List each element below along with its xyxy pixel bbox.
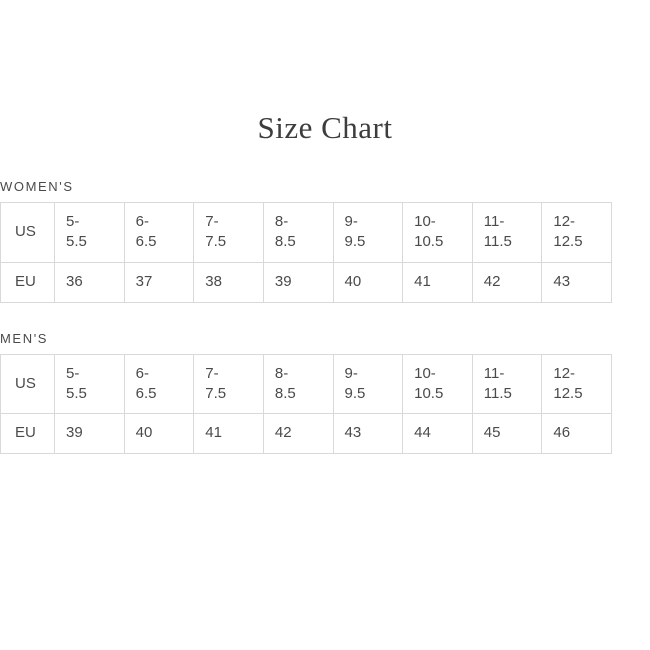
row-header-eu: EU: [1, 262, 55, 302]
section-womens: [0, 179, 650, 303]
cell-eu-1: 36: [55, 262, 125, 302]
cell-us-2: 6- 6.5: [124, 203, 194, 263]
cell-eu-5: 43: [333, 414, 403, 454]
table-row: [1, 262, 612, 302]
cell-eu-5: 40: [333, 262, 403, 302]
cell-eu-6: 41: [403, 262, 473, 302]
cell-eu-2: 40: [124, 414, 194, 454]
cell-us-6: 10- 10.5: [403, 354, 473, 414]
cell-us-5: 9- 9.5: [333, 354, 403, 414]
cell-us-6: 10- 10.5: [403, 203, 473, 263]
cell-eu-6: 44: [403, 414, 473, 454]
row-header-us: US: [1, 203, 55, 263]
cell-eu-8: 46: [542, 414, 612, 454]
cell-us-8: 12- 12.5: [542, 354, 612, 414]
cell-us-4: 8- 8.5: [263, 354, 333, 414]
size-table-womens: [0, 202, 612, 303]
cell-us-1: 5- 5.5: [55, 354, 125, 414]
cell-us-2: 6- 6.5: [124, 354, 194, 414]
cell-eu-4: 39: [263, 262, 333, 302]
cell-eu-7: 45: [472, 414, 542, 454]
cell-eu-8: 43: [542, 262, 612, 302]
page-title: Size Chart: [257, 110, 393, 145]
cell-eu-3: 38: [194, 262, 264, 302]
row-header-eu: EU: [1, 414, 55, 454]
section-label-mens: MEN'S: [0, 330, 49, 346]
cell-us-7: 11- 11.5: [472, 354, 542, 414]
section-mens: [0, 331, 650, 455]
cell-us-3: 7- 7.5: [194, 354, 264, 414]
cell-us-3: 7- 7.5: [194, 203, 264, 263]
table-row: [1, 203, 612, 263]
size-table-mens: [0, 354, 612, 455]
cell-us-1: 5- 5.5: [55, 203, 125, 263]
cell-eu-3: 41: [194, 414, 264, 454]
cell-us-4: 8- 8.5: [263, 203, 333, 263]
cell-eu-2: 37: [124, 262, 194, 302]
section-label-womens: WOMEN'S: [0, 179, 74, 194]
table-row: [1, 414, 612, 454]
cell-eu-1: 39: [55, 414, 125, 454]
cell-eu-4: 42: [263, 414, 333, 454]
cell-us-8: 12- 12.5: [542, 203, 612, 263]
cell-us-7: 11- 11.5: [472, 203, 542, 263]
cell-eu-7: 42: [472, 262, 542, 302]
cell-us-5: 9- 9.5: [333, 203, 403, 263]
row-header-us: US: [1, 354, 55, 414]
table-row: [1, 354, 612, 414]
